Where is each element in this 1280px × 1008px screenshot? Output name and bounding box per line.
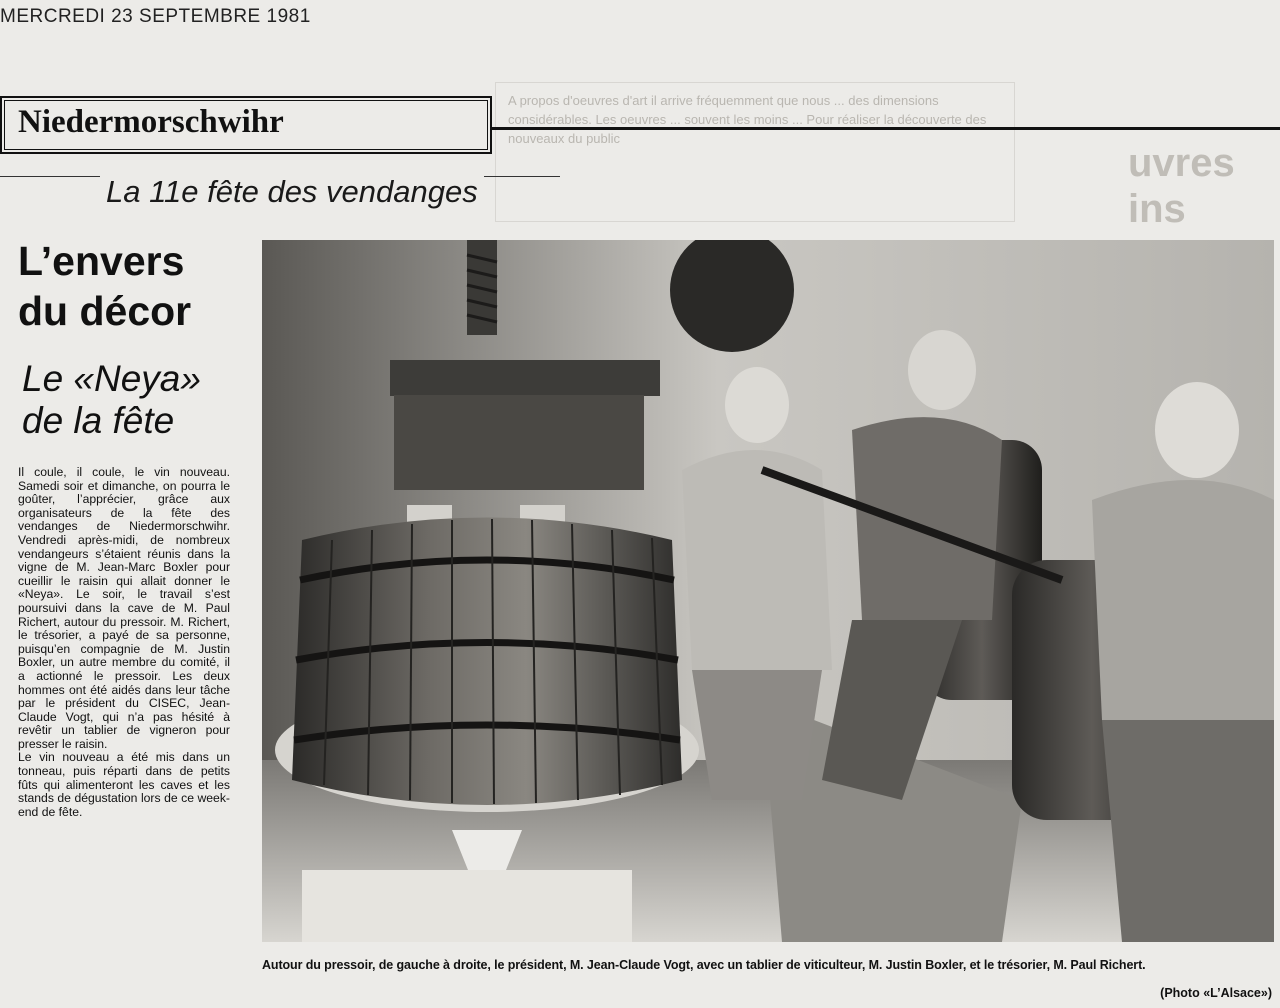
body-paragraph-1: Il coule, il coule, le vin nouveau. Samedi soir et dimanche, on pourra le goûter, l’apprécier, grâce aux organisateurs de la fête des vendanges de Niedermorschwihr. Vendredi après-midi, de nombreux vendangeurs s’étaient réunis dans la vigne de M. Jean-Marc Boxler pour cueillir le raisin qui allait donner le «Neya». Le soir, le travail s’est poursuivi dans la cave de M. Paul Richert, autour du pressoir. M. Richert, le trésorier, a payé de sa personne, puisqu’en compagnie de M. Justin Boxler, un autre membre du comité, il a actionné le pressoir. Les deux hommes ont été aidés dans leur tâche par le président du CISEC, Jean-Claude Vogt, qui n’a pas hésité à revêtir un tablier de vigneron pour presser le raisin. <box>18 465 230 751</box>
headline <box>18 236 258 336</box>
headline-line-2: du décor <box>18 288 192 334</box>
bleed-through-heading: uvres ins <box>1128 141 1235 231</box>
grape-bin <box>302 870 632 942</box>
subhead <box>22 358 262 442</box>
photo-illustration <box>262 240 1274 942</box>
subhead-line-2: de la fête <box>22 400 175 441</box>
kicker: La 11e fête des vendanges <box>100 174 484 210</box>
press-frame <box>394 395 644 490</box>
press-photo <box>262 240 1274 942</box>
photo-credit: (Photo «L’Alsace») <box>1160 986 1272 1000</box>
body-paragraph-2: Le vin nouveau a été mis dans un tonneau, puis réparti dans de petits fûts qui alimenteront les caves et les stands de dégustation lors de ce week-end de fête. <box>18 750 230 819</box>
headline-line-1: L’envers <box>18 238 185 284</box>
dateline: MERCREDI 23 SEPTEMBRE 1981 <box>0 6 311 27</box>
section-rule <box>492 127 1280 130</box>
bleed-through-text: A propos d'oeuvres d'art il arrive fréquemment que nous ... des dimensions considérables. Les oeuvres ... souvent les moins ... Pour réaliser la découverte des nouveaux du public <box>495 82 1015 222</box>
article-body <box>18 466 230 819</box>
photo-caption: Autour du pressoir, de gauche à droite, le président, M. Jean-Claude Vogt, avec un tablier de viticulteur, M. Justin Boxler, et le trésorier, M. Paul Richert. <box>262 958 1146 972</box>
section-title: Niedermorschwihr <box>18 104 284 140</box>
press-top-beam <box>390 360 660 396</box>
section-header-box <box>0 96 492 154</box>
subhead-line-1: Le «Neya» <box>22 358 201 399</box>
